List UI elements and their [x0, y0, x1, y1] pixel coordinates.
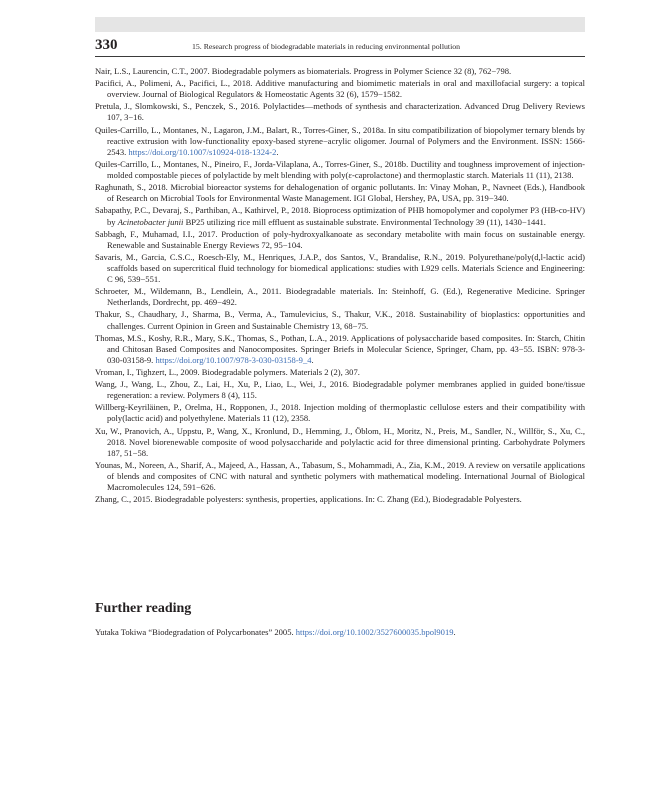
page-number: 330 [95, 37, 118, 53]
reference-text: BP25 utilizing rice mill effluent as sustainable substrate. Environmental Technology 39 (11), 1430−1441. [183, 216, 546, 227]
header-band [95, 17, 585, 32]
further-reading-list [95, 627, 585, 639]
reference-entry [95, 460, 585, 493]
reference-entry [95, 494, 585, 505]
reference-text: Younas, M., Noreen, A., Sharif, A., Majeed, A., Hassan, A., Tabasum, S., Mohammadi, A., Zia, K.M., 2019. A review on versatile applications of blends and composites of CNC with natural and synthetic polymers with mathematical modeling. International Journal of Biological Macromolecules 124, 591−626. [95, 459, 585, 493]
page-header [95, 36, 585, 57]
reference-text: Zhang, C., 2015. Biodegradable polyesters: synthesis, properties, applications. In: C. Zhang (Ed.), Biodegradable Polyesters. [95, 494, 522, 505]
reference-entry [95, 333, 585, 366]
reference-text: Yutaka Tokiwa “Biodegradation of Polycarbonates” 2005. [95, 627, 296, 637]
reference-entry [95, 627, 585, 638]
further-reading-heading: Further reading [95, 601, 192, 616]
reference-text: . [276, 146, 279, 157]
reference-list [95, 66, 585, 506]
reference-entry [95, 78, 585, 100]
reference-text: Xu, W., Pranovich, A., Uppstu, P., Wang, X., Kronlund, D., Hemming, J., Öblom, H., Moritz, N., Preis, M., Sandler, N., Willför, S., Xu, C., 2018. Novel biorenewable composite of wood polysaccharide and polylactic acid for three dimensional printing. Carbohydrate Polymers 187, 51−58. [95, 425, 585, 458]
reference-entry [95, 66, 585, 77]
reference-text: Nair, L.S., Laurencin, C.T., 2007. Biodegradable polymers as biomaterials. Progress in Polymer Science 32 (8), 762−798. [95, 66, 512, 76]
reference-text: Wang, J., Wang, L., Zhou, Z., Lai, H., Xu, P., Liao, L., Wei, J., 2016. Biodegradable polymer membranes applied in guided bone/tissue regeneration: a review. Polymers 8 (4), 115. [95, 379, 585, 401]
reference-entry [95, 252, 585, 285]
reference-text: . [311, 354, 314, 365]
reference-text: Willberg-Keyriläinen, P., Orelma, H., Ropponen, J., 2018. Injection molding of thermoplastic cellulose esters and their compatibility with poly(lactic acid) and polyethylene. Materials 11 (12), 2358. [95, 402, 585, 424]
reference-text: Quiles-Carrillo, L., Montanes, N., Lagaron, J.M., Balart, R., Torres-Giner, S., 2018a. In situ compatibilization of biopolymer ternary blends by reactive extrusion with low-functionality epoxy-based styrene−acrylic oligomer. Journal of Polymers and the Environment. ISSN: 1566-2543. [95, 124, 585, 157]
reference-entry [95, 101, 585, 123]
reference-text: Vroman, I., Tighzert, L., 2009. Biodegradable polymers. Materials 2 (2), 307. [95, 367, 360, 377]
doi-link[interactable]: https://doi.org/10.1007/s10924-018-1324-2 [128, 146, 277, 157]
reference-text: Quiles-Carrillo, L., Montanes, N., Pineiro, F., Jorda-Vilaplana, A., Torres-Giner, S., 2018b. Ductility and toughness improvement of injection-molded compostable pieces of polylactide by melt blending with poly(ε-caprolactone) and thermoplastic starch. Materials 11 (11), 2138. [95, 158, 585, 181]
reference-text: Sabbagh, F., Muhamad, I.I., 2017. Production of poly-hydroxyalkanoate as secondary metabolite with main focus on sustainable energy. Renewable and Sustainable Energy Reviews 72, 95−104. [95, 228, 585, 250]
reference-entry [95, 205, 585, 227]
reference-entry [95, 182, 585, 204]
reference-text: Savaris, M., Garcia, C.S.C., Roesch-Ely, M., Henriques, J.A.P., dos Santos, V., Brandalise, R.N., 2019. Polyurethane/poly(d,l-lactic acid) scaffolds based on supercritical fluid technology for biomedical applications: studies with L929 cells. Materials Science and Engineering: C 96, 539−551. [95, 251, 585, 285]
reference-text: Sabapathy, P.C., Devaraj, S., Parthiban, A., Kathirvel, P., 2018. Bioprocess optimization of PHB homopolymer and copolymer P3 (HB-co-HV) by [95, 205, 585, 227]
reference-text: Thakur, S., Chaudhary, J., Sharma, B., Verma, A., Tamulevicius, S., Thakur, V.K., 2018. Sustainability of bioplastics: opportunities and challenges. Current Opinion in Green and Sustainable Chemistry 13, 68−75. [95, 309, 585, 331]
reference-entry [95, 426, 585, 459]
reference-text: Thomas, M.S., Koshy, R.R., Mary, S.K., Thomas, S., Pothan, L.A., 2019. Applications of polysaccharide based composites. In: Starch, Chitin and Chitosan Based Composites and Nanocomposites. Springer Briefs in Molecular Science, Springer, Cham, pp. 43−55. ISBN: 978-3-030-03158-9. [95, 332, 585, 365]
reference-entry [95, 379, 585, 401]
running-head: 15. Research progress of biodegradable materials in reducing environmental pollution [192, 42, 461, 51]
reference-entry [95, 367, 585, 378]
reference-entry [95, 286, 585, 308]
reference-entry [95, 125, 585, 158]
reference-entry [95, 309, 585, 331]
doi-link[interactable]: https://doi.org/10.1002/3527600035.bpol9019 [295, 627, 454, 637]
reference-text: Raghunath, S., 2018. Microbial bioreactor systems for dehalogenation of organic pollutants. In: Vinay Mohan, P., Navneet (Eds.), Handbook of Research on Microbial Tools for Environmental Waste Management. IGI Global, Hershey, PA, USA, pp. 319−340. [95, 182, 585, 204]
reference-text: Pacifici, A., Polimeni, A., Pacifici, L., 2018. Additive manufacturing and biomimetic materials in oral and maxillofacial surgery: a topical overview. Journal of Biological Regulators & Homeostatic Agents 32 (6), 1579−1582. [95, 78, 585, 100]
reference-text: . [453, 627, 456, 637]
reference-entry [95, 159, 585, 181]
reference-entry [95, 402, 585, 424]
doi-link[interactable]: https://doi.org/10.1007/978-3-030-03158-9_4 [155, 354, 312, 365]
reference-text: Pretula, J., Slomkowski, S., Penczek, S., 2016. Polylactides—methods of synthesis and characterization. Advanced Drug Delivery Reviews 107, 3−16. [95, 101, 585, 123]
reference-entry [95, 229, 585, 251]
reference-text: Schroeter, M., Wildemann, B., Lendlein, A., 2011. Biodegradable materials. In: Steinhoff, G. (Ed.), Regenerative Medicine. Springer Netherlands, Dordrecht, pp. 469−492. [95, 286, 585, 308]
reference-italic-text: Acinetobacter junii [117, 216, 184, 227]
